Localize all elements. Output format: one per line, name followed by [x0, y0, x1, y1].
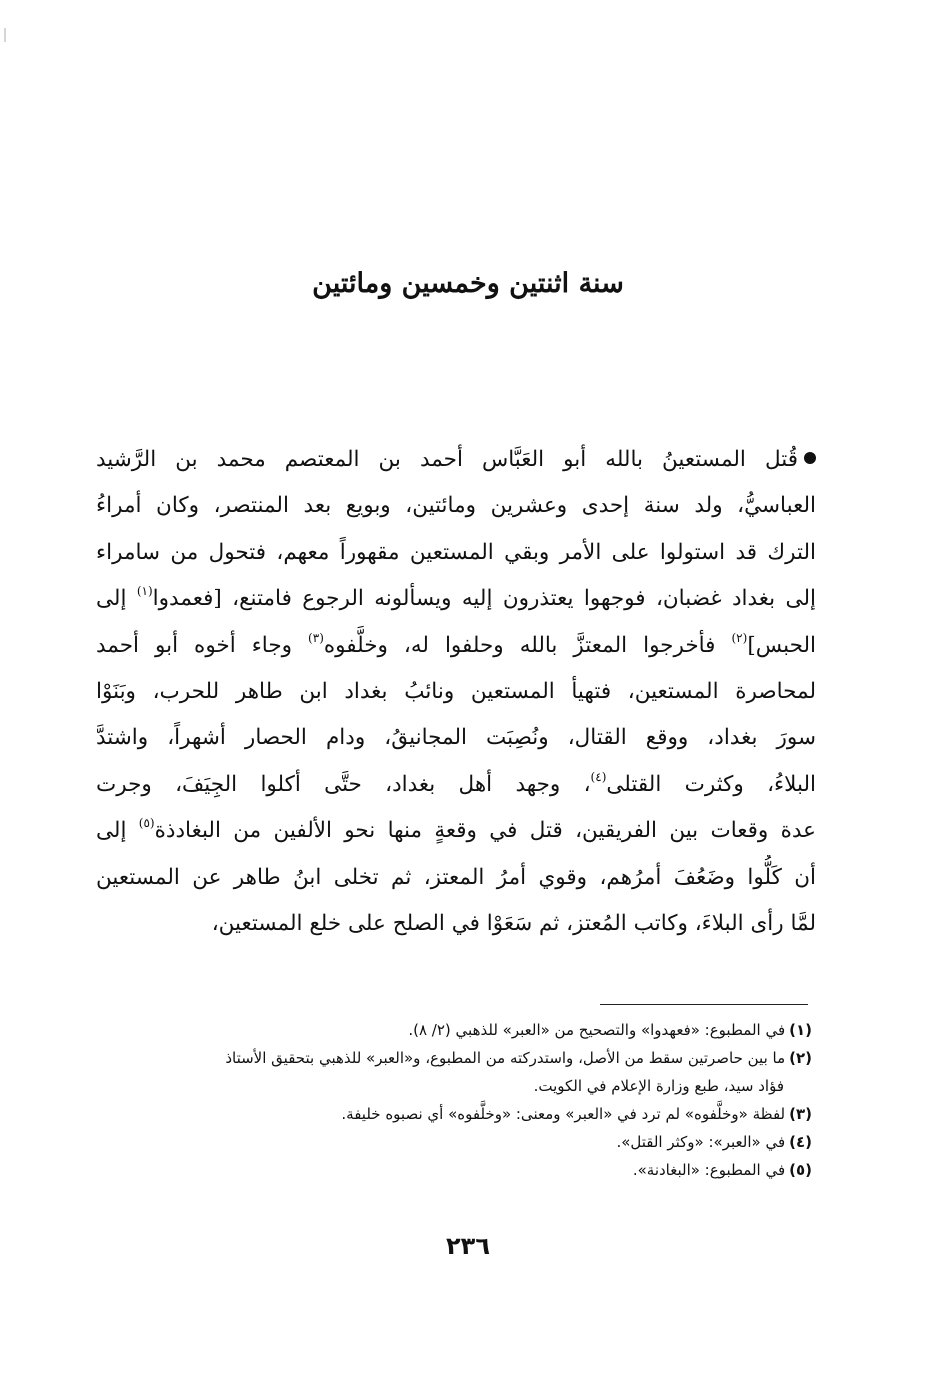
footnote-5 [96, 1156, 812, 1184]
footnote-number: (١) [789, 1021, 812, 1039]
footnote-3 [96, 1100, 812, 1128]
footnote-1 [96, 1016, 812, 1044]
footnote-text-continued: فؤاد سيد، طبع وزارة الإعلام في الكويت. [533, 1077, 784, 1095]
footnote-number: (٢) [789, 1049, 812, 1067]
body-line: سورَ بغداد، ووقع القتال، ونُصِبَت المجانيقُ، ودام الحصار أشهراً، واشتدَّ [96, 725, 816, 751]
footnote-ref: (٣) [308, 630, 324, 645]
footnote-ref: (١) [136, 584, 153, 599]
footnote-ref: (٢) [731, 630, 748, 645]
body-line: الترك قد استولوا على الأمر وبقي المستعين مقهوراً معهم، فتحول من سامراء [96, 539, 816, 565]
footnote-ref: (٤) [590, 769, 607, 784]
chapter-title: سنة اثنتين وخمسين ومائتين [312, 268, 624, 299]
footnote-text: في المطبوع: «البغادنة». [632, 1161, 786, 1179]
body-line: أن كَلُّوا وضَعُفَ أمرُهم، وقوي أمرُ المعتز، ثم تخلى ابنُ طاهر عن المستعين [96, 864, 816, 890]
body-line: قُتل المستعينُ بالله أبو العَبَّاس أحمد بن المعتصم محمد بن الرَّشيد [96, 437, 816, 483]
body-line: العباسيُّ، ولد سنة إحدى وعشرين ومائتين، وبويع بعد المنتصر، وكان أمراءُ [96, 493, 816, 519]
body-line: لمحاصرة المستعين، فتهيأ المستعين ونائبُ بغداد ابن طاهر للحرب، وبَنَوْا [96, 678, 816, 704]
body-line: عدة وقعات بين الفريقين، قتل في وقعةٍ منها نحو الألفين من البغادذة$^{(٥)}$ إلى [96, 816, 816, 844]
footnote-separator [600, 1004, 808, 1005]
scan-edge-mark [4, 28, 6, 42]
footnote-text: ما بين حاصرتين سقط من الأصل، واستدركته من المطبوع، و«العبر» للذهبي بتحقيق الأستاذ [225, 1049, 786, 1067]
footnote-number: (٥) [789, 1161, 812, 1179]
footnote-number: (٤) [789, 1133, 812, 1151]
body-paragraph [96, 437, 816, 947]
body-line: البلاءُ، وكثرت القتلى$^{(٤)}$، وجهد أهل بغداد، حتَّى أكلوا الجِيَفَ، وجرت [96, 769, 816, 797]
footnote-text: لفظة «وخلَّفوه» لم ترد في «العبر» ومعنى: «وخلَّفوه» أي نصبوه خليفة. [341, 1105, 786, 1123]
footnote-4 [96, 1128, 812, 1156]
body-line: إلى بغداد غضبان، فوجهوا يعتذرون إليه ويسألونه الرجوع فامتنع، [فعمدوا$^{(١)}$ إلى [96, 584, 816, 612]
footnotes [96, 1016, 812, 1184]
footnote-2 [96, 1044, 812, 1100]
bullet-icon [804, 452, 816, 464]
footnote-text: في المطبوع: «فعهدوا» والتصحيح من «العبر» للذهبي (٢/ ٨). [408, 1021, 786, 1039]
page-number: ٢٣٦ [446, 1232, 490, 1260]
footnote-text: في «العبر»: «وكثر القتل». [616, 1133, 786, 1151]
footnote-ref: (٥) [138, 816, 155, 831]
footnote-number: (٣) [789, 1105, 812, 1123]
body-line: الحبس]$^{(٢)}$ فأخرجوا المعتزَّ بالله وحلفوا له، وخلَّفوه$^{(٣)}$ وجاء أخوه أبو أحمد [96, 630, 816, 658]
body-line: لمَّا رأى البلاءَ، وكاتب المُعتز، ثم سَعَوْا في الصلح على خلع المستعين، [211, 910, 816, 936]
